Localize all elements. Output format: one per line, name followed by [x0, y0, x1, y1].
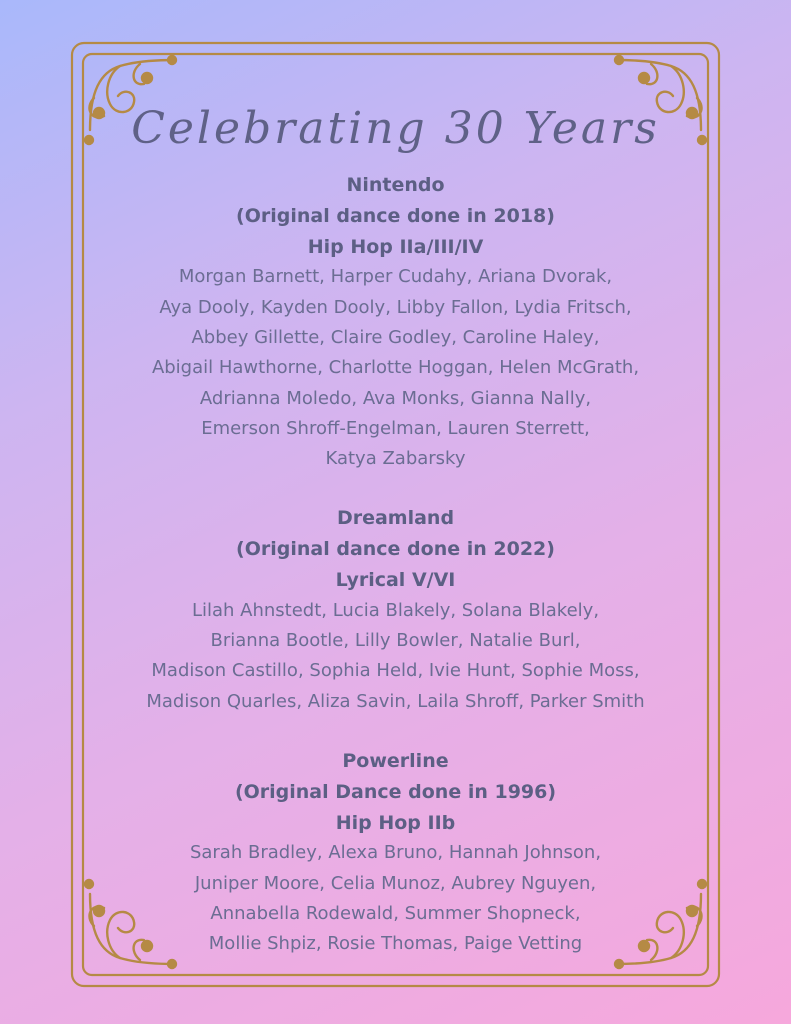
original-year: (Original dance done in 2022)	[236, 538, 555, 561]
section-dreamland	[80, 503, 711, 717]
section-powerline	[80, 746, 711, 960]
dance-name: Dreamland	[336, 507, 455, 530]
names-line: Aya Dooly, Kayden Dooly, Libby Fallon, Lydia Fritsch,	[159, 296, 632, 318]
dance-name: Nintendo	[346, 174, 445, 196]
original-year: (Original dance done in 2018)	[236, 204, 555, 227]
names-line: Brianna Bootle, Lilly Bowler, Natalie Burl,	[210, 630, 581, 652]
original-year: (Original Dance done in 1996)	[234, 780, 557, 803]
names-line: Abbey Gillette, Claire Godley, Caroline Haley,	[191, 326, 600, 348]
section-nintendo	[80, 170, 711, 474]
names-line: Annabella Rodewald, Summer Shopneck,	[210, 903, 581, 925]
names-line: Sarah Bradley, Alexa Bruno, Hannah Johnson,	[189, 842, 602, 864]
names-line: Morgan Barnett, Harper Cudahy, Ariana Dvorak,	[178, 266, 613, 288]
program-content	[80, 96, 711, 960]
names-line: Madison Castillo, Sophia Held, Ivie Hunt, Sophie Moss,	[151, 660, 640, 682]
names-line: Abigail Hawthorne, Charlotte Hoggan, Helen McGrath,	[151, 357, 640, 379]
names-line: Mollie Shpiz, Rosie Thomas, Paige Vetting	[208, 933, 583, 955]
dance-level: Lyrical V/VI	[335, 569, 456, 592]
names-line: Adrianna Moledo, Ava Monks, Gianna Nally,	[199, 387, 592, 409]
names-line: Lilah Ahnstedt, Lucia Blakely, Solana Blakely,	[191, 599, 600, 621]
names-line: Emerson Shroff-Engelman, Lauren Sterrett,	[201, 417, 590, 439]
names-line: Madison Quarles, Aliza Savin, Laila Shroff, Parker Smith	[146, 690, 645, 712]
dancer-names	[80, 838, 711, 959]
dancer-names	[80, 596, 711, 717]
names-line: Juniper Moore, Celia Munoz, Aubrey Nguyen,	[194, 872, 597, 894]
page-title: Celebrating 30 Years	[131, 103, 660, 154]
dancer-names	[80, 262, 711, 474]
dance-level: Hip Hop IIb	[335, 811, 456, 834]
names-line: Katya Zabarsky	[325, 448, 466, 470]
dance-level: Hip Hop IIa/III/IV	[307, 235, 484, 258]
dance-name: Powerline	[342, 750, 449, 773]
